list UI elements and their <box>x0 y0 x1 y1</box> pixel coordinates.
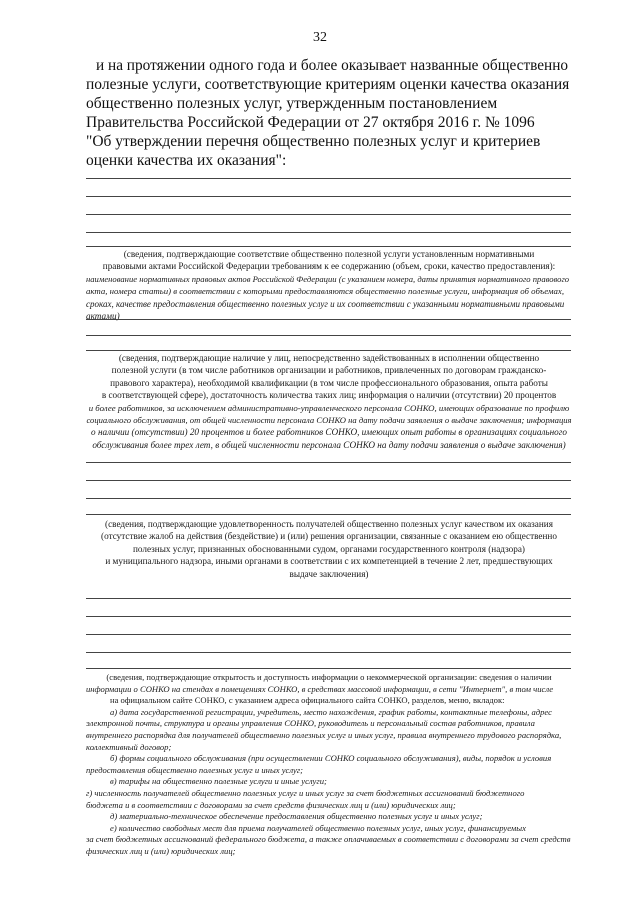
note-line: (сведения, подтверждающие удовлетворенность получателей общественно полезных услуг качеством их оказания <box>105 519 553 529</box>
note-line: наименование нормативных правовых актов Российской Федерации (с указанием номера, даты принятия нормативного правового <box>86 273 570 284</box>
blank-line <box>86 319 571 320</box>
note-line: коллективный договор; <box>86 741 172 752</box>
note-line: внутреннего распорядка для получателей общественно полезных услуг и иных услуг, правила внутреннего трудового распорядка, <box>86 729 562 740</box>
note-line: электронной почты, структура и органы управления СОНКО, руководитель и персональный состав работников, правила <box>86 718 535 729</box>
intro-line: Правительства Российской Федерации от 27 октября 2016 г. № 1096 <box>86 114 535 131</box>
intro-line: общественно полезных услуг, утвержденным постановлением <box>86 95 498 112</box>
blank-line <box>86 652 571 653</box>
blank-line <box>86 462 571 463</box>
note-line: д) материально-техническое обеспечение предоставления общественно полезных услуг и иных услуг; <box>110 811 483 822</box>
blank-line <box>86 335 571 336</box>
blank-line <box>86 178 571 179</box>
note-line: правовыми актами Российской Федерации требованиям к ее содержанию (объем, сроки, качество предоставления): <box>102 261 556 272</box>
blank-line <box>86 480 571 481</box>
intro-line: "Об утверждении перечня общественно полезных услуг и критериев <box>86 133 541 150</box>
blank-line <box>86 514 571 515</box>
note-line: выдаче заключения) <box>289 568 369 579</box>
note-service-compliance <box>86 248 572 322</box>
intro-line: и на протяжении одного года и более оказывает названные общественно <box>96 57 569 74</box>
blank-line <box>86 668 571 669</box>
note-line: и муниципального надзора, иными органами в соответствии с их компетенцией в течение 2 лет, предшествующих <box>105 556 553 567</box>
note-line: полезной услуги (в том числе работников организации и работников, привлеченных по договорам гражданско- <box>111 365 547 376</box>
intro-paragraph <box>86 56 572 170</box>
note-line: а) дата государственной регистрации, учредитель, место нахождения, график работы, контактные телефоны, адрес <box>110 706 552 717</box>
note-line: правового характера), необходимой квалификации (в том числе профессионального образования, опыта работы <box>110 377 548 388</box>
blank-line <box>86 616 571 617</box>
note-line: (отсутствие жалоб на действия (бездействие) и (или) решения организации, связанные с оказанием ею общественно <box>101 531 557 542</box>
note-line: обслуживания более трех лет, в общей численности персонала СОНКО на дату подачи заявления о выдаче заключения) <box>92 439 566 450</box>
blank-line <box>86 232 571 233</box>
blank-line <box>86 196 571 197</box>
intro-line: полезные услуги, соответствующие критериям оценки качества оказания <box>86 76 570 93</box>
note-line: и более работников, за исключением административно-управленческого персонала СОНКО, имеющих образование по профилю <box>88 402 570 413</box>
note-line: (сведения, подтверждающие открытость и доступность информации о некоммерческой организации: сведения о наличии <box>106 672 552 682</box>
blank-line <box>86 634 571 635</box>
note-line: информации о СОНКО на стендах в помещениях СОНКО, в средствах массовой информации, в сети "Интернет", в том числе <box>86 683 554 694</box>
note-line: бюджета и в соответствии с договорами за счет средств физических лиц и (или) юридических лиц; <box>86 799 456 810</box>
blank-line <box>86 598 571 599</box>
blank-line <box>86 498 571 499</box>
note-line: в) тарифы на общественно полезные услуги и иные услуги; <box>110 776 327 787</box>
note-line: за счет бюджетных ассигнований федерального бюджета, а также оплачиваемых в соответствии с договорами за счет средств <box>86 834 571 845</box>
note-line: полезных услуг, признанных обоснованными судом, органами государственного контроля (надзора) <box>133 543 525 554</box>
note-line: на официальном сайте СОНКО, с указанием адреса официального сайта СОНКО, разделов, меню, вкладок: <box>110 695 505 706</box>
page-number: 32 <box>313 30 327 45</box>
note-information-openness <box>86 672 572 858</box>
note-line: акта, номера статьи) в соответствии с которыми предоставляются общественно полезные услуги, информация об объемах, <box>86 286 565 297</box>
note-line: (сведения, подтверждающие наличие у лиц, непосредственно задействованных в исполнении общественно <box>118 353 540 363</box>
note-line: физических лиц и (или) юридических лиц; <box>86 845 236 856</box>
blank-line <box>86 214 571 215</box>
note-line: г) численность получателей общественно полезных услуг и иных услуг за счет бюджетных ассигнований бюджетного <box>86 787 525 798</box>
note-line: е) количество свободных мест для приема получателей общественно полезных услуг, иных услуг, финансируемых <box>110 822 526 833</box>
note-recipient-satisfaction <box>86 518 572 580</box>
blank-line <box>86 350 571 351</box>
intro-line: оценки качества их оказания": <box>86 152 287 169</box>
blank-line <box>86 246 571 247</box>
note-line: в соответствующей сфере), достаточность количества таких лиц; информация о наличии (отсутствии) 20 процентов <box>101 390 557 401</box>
note-line: предоставления общественно полезных услуг и иных услуг; <box>86 764 304 775</box>
note-line: б) формы социального обслуживания (при осуществлении СОНКО социального обслуживания), виды, порядок и условия <box>110 753 552 764</box>
note-line: актами) <box>86 311 120 322</box>
note-line: (сведения, подтверждающие соответствие общественно полезной услуги установленным нормативными <box>123 249 535 259</box>
note-staff-qualification <box>86 352 572 451</box>
note-line: социального обслуживания, от общей численности персонала СОНКО на дату подачи заявления о выдаче заключения; информация <box>86 415 572 426</box>
note-line: сроках, качестве предоставления общественно полезных услуг и их соответствии с указанными нормативными правовыми <box>86 298 565 309</box>
note-line: о наличии (отсутствии) 20 процентов и более работников СОНКО, имеющих опыт работы в организациях социального <box>91 427 567 438</box>
